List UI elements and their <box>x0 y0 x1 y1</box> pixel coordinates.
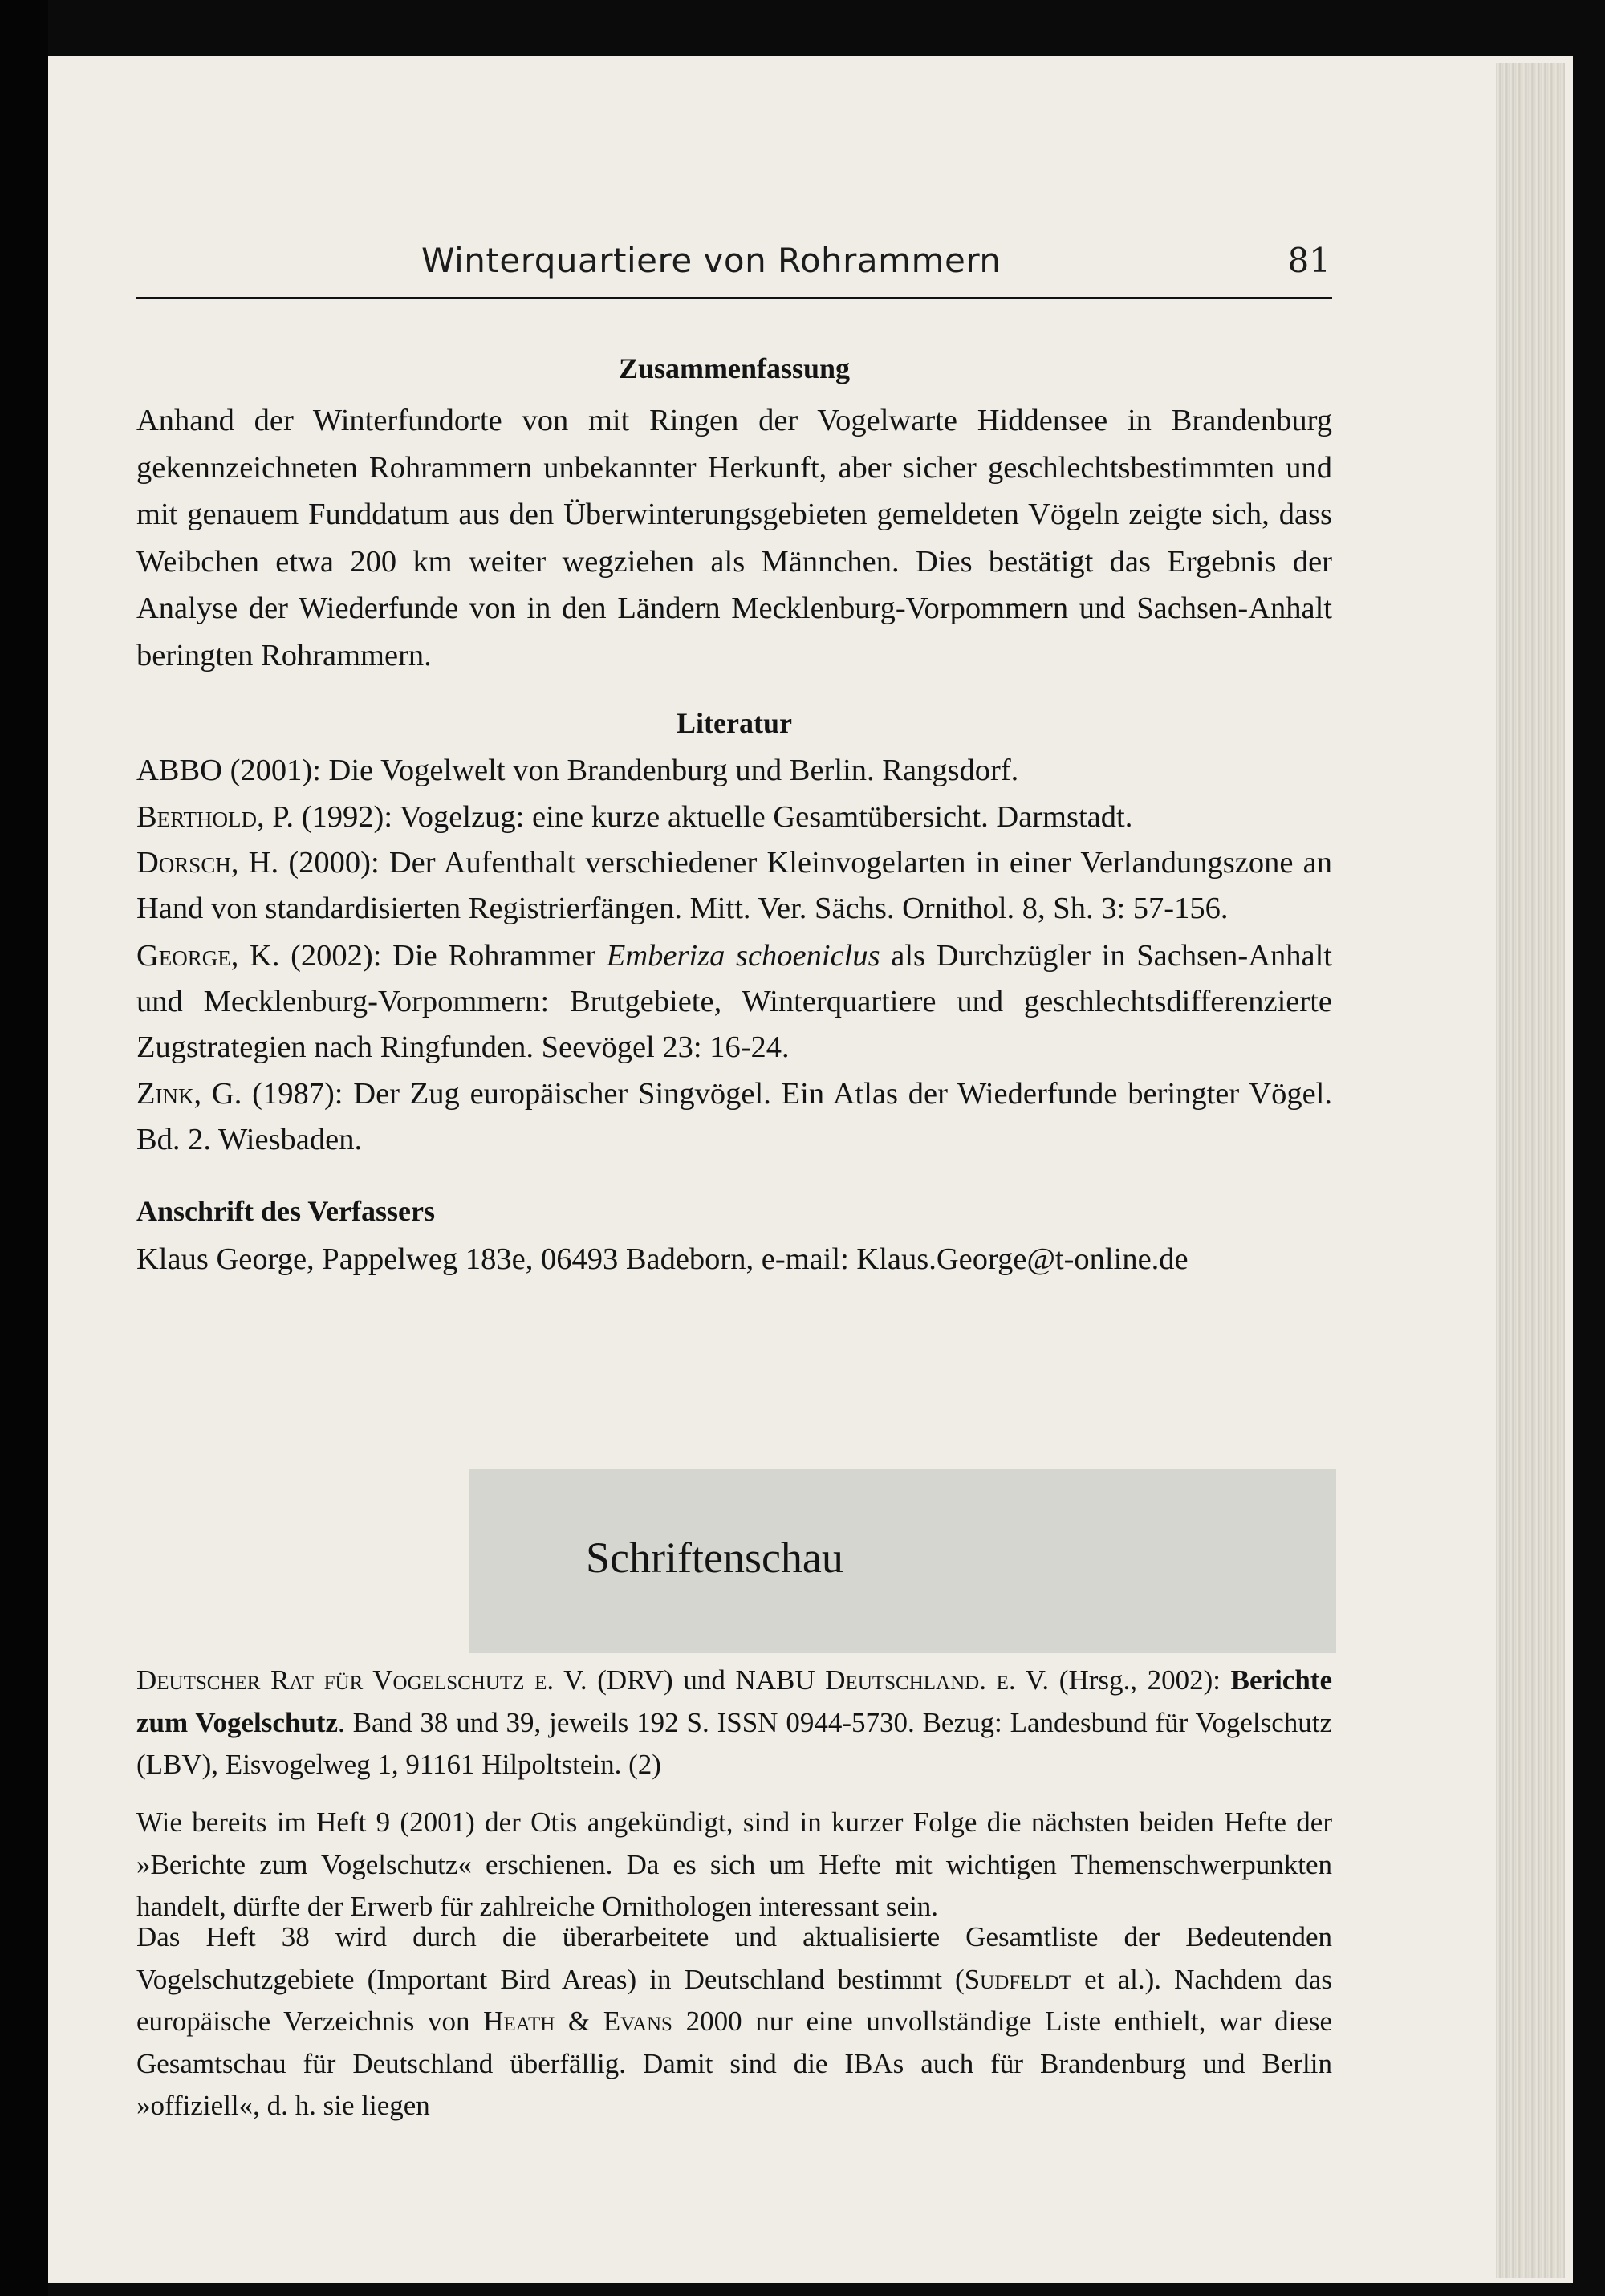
ref-author: Zink, G. <box>136 1077 242 1111</box>
ref-text: (2002): Die Rohrammer <box>279 939 607 973</box>
ref-text: (2000): Der Aufenthalt verschiedener Kleinvogelarten in einer Verlandungszone an Hand von standardisierten Registrierfängen. Mitt. Ver. Sächs. Ornithol. 8, Sh. 3: 57-156. <box>136 846 1333 925</box>
ref-text: (1992): Vogelzug: eine kurze aktuelle Gesamtübersicht. Darmstadt. <box>294 800 1133 834</box>
ref-author: George, K. <box>136 939 280 973</box>
reference-george <box>136 933 1332 1071</box>
ref-text: (1987): Der Zug europäischer Singvögel. Ein Atlas der Wiederfunde beringter Vögel. Bd. 2. Wiesbaden. <box>136 1077 1332 1156</box>
header-title: Winterquartiere von Rohrammern <box>421 241 1002 280</box>
summary-text: Anhand der Winterfundorte von mit Ringen der Vogelwarte Hiddensee in Brandenburg gekennzeichneten Rohrammern unbekannter Herkunft, aber sicher geschlechtsbestimmten und mit genauem Funddatum aus den Überwinterungsgebieten gemeldeten Vögeln zeigte sich, dass Weibchen etwa 200 km weiter wegziehen als Männchen. Dies bestätigt das Ergebnis der Analyse der Wiederfunde von in den Ländern Mecklenburg-Vorpommern und Sachsen-Anhalt beringten Rohrammern. <box>136 404 1332 673</box>
reference-berthold <box>136 794 1332 840</box>
citation-text: (DRV) und NABU <box>587 1664 826 1696</box>
address-heading: Anschrift des Verfassers <box>136 1195 435 1227</box>
citation-title: Berichte zum Vogelschutz <box>136 1664 1332 1738</box>
summary-heading: Zusammenfassung <box>618 352 851 384</box>
running-header <box>136 241 1332 299</box>
reference-dorsch <box>136 840 1332 932</box>
reference-abbo <box>136 748 1332 794</box>
citation-publisher-2: Deutschland. e. V. <box>825 1664 1050 1696</box>
citation-text: (Hrsg., 2002): <box>1049 1664 1231 1696</box>
ref-author: Berthold, P. <box>136 800 295 834</box>
para-author: Sudfeldt <box>964 1963 1072 1995</box>
review-paragraph-1: Wie bereits im Heft 9 (2001) der Otis angekündigt, sind in kurzer Folge die nächsten beiden Hefte der »Berichte zum Vogelschutz« erschienen. Da es sich um Hefte mit wichtigen Themenschwerpunkten handelt, dürfte der Erwerb für zahlreiche Ornithologen interessant sein. <box>136 1806 1332 1922</box>
para-author: Heath & Evans <box>483 2005 672 2037</box>
citation-publisher: Deutscher Rat für Vogelschutz e. V. <box>136 1664 587 1696</box>
review-paragraph-2 <box>136 1916 1332 2127</box>
ref-text: (2001): Die Vogelwelt von Brandenburg und Berlin. Rangsdorf. <box>221 754 1019 787</box>
page-edges <box>1496 63 1565 2278</box>
ref-author: ABBO <box>136 754 222 787</box>
ref-text: als Durchzügler in Sachsen-Anhalt und Mecklenburg-Vorpommern: Brutgebiete, Winterquartiere und geschlechtsdifferenzierte Zugstrategien nach Ringfunden. Seevögel 23: 16-24. <box>136 939 1332 1064</box>
para-text: 2000 nur eine unvollständige Liste enthielt, war diese Gesamtschau für Deutschland überfällig. Damit sind die IBAs auch für Brandenburg und Berlin »offiziell«, d. h. sie liegen <box>136 2005 1333 2121</box>
page-number: 81 <box>1287 241 1331 280</box>
address-text: Klaus George, Pappelweg 183e, 06493 Badeborn, e-mail: Klaus.George@t-online.de <box>136 1242 1189 1276</box>
ref-species: Emberiza schoeniclus <box>606 939 880 973</box>
citation-text: . Band 38 und 39, jeweils 192 S. ISSN 0944-5730. Bezug: Landesbund für Vogelschutz (LBV), Eisvogelweg 1, 91161 Hilpoltstein. (2) <box>136 1706 1332 1780</box>
reference-zink <box>136 1071 1332 1163</box>
para-text: et al.). Nachdem das europäische Verzeichnis von <box>136 1963 1332 2037</box>
review-citation <box>136 1660 1332 1786</box>
literature-heading: Literatur <box>677 707 792 739</box>
review-section-title: Schriftenschau <box>586 1534 843 1582</box>
ref-author: Dorsch, H. <box>136 846 279 880</box>
scan-border <box>0 0 48 2296</box>
para-text: Das Heft 38 wird durch die überarbeitete und aktualisierte Gesamtliste der Bedeutenden Vogelschutzgebiete (Important Bird Areas) in Deutschland bestimmt ( <box>136 1921 1332 1995</box>
